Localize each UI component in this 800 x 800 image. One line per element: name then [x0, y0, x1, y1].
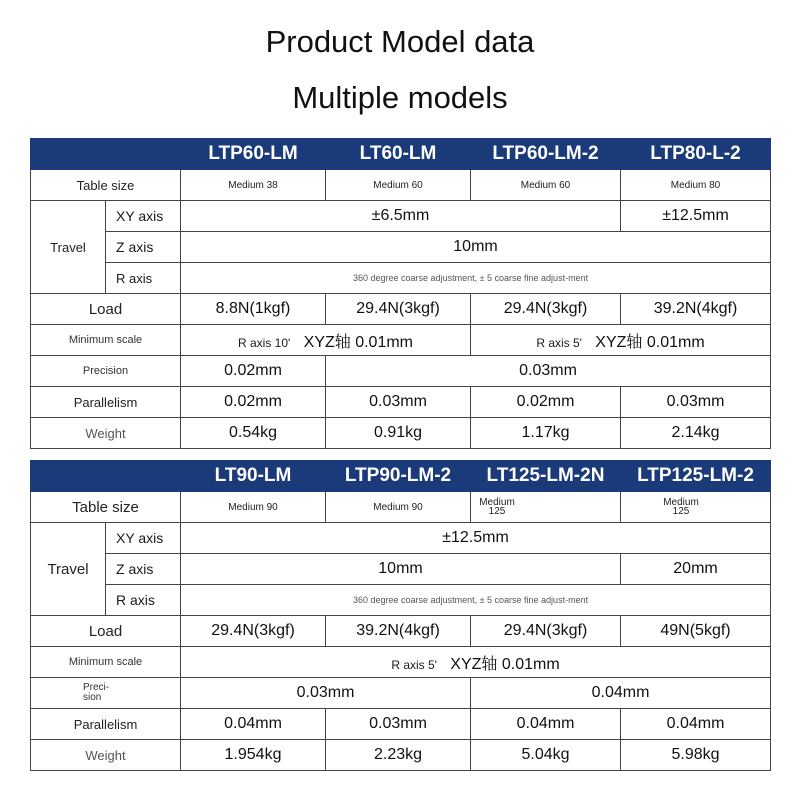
table-size-cell: Medium 38	[181, 170, 326, 201]
table-size-cell: Medium 80	[621, 170, 771, 201]
r-travel-note: 360 degree coarse adjustment, ± 5 coarse fine adjust-ment	[353, 272, 589, 283]
load-row	[31, 294, 771, 325]
min-scale-label: Minimum scale	[31, 647, 181, 678]
load-value: 29.4N(3kgf)	[471, 616, 621, 647]
table-size-cell	[471, 492, 621, 523]
load-row	[31, 616, 771, 647]
r-travel-cell	[181, 585, 771, 616]
model-header: LT125-LM-2N	[471, 461, 621, 492]
parallelism-value: 0.03mm	[621, 387, 771, 418]
table-size-cell	[621, 492, 771, 523]
travel-xy-row	[31, 201, 771, 232]
model-header: LTP60-LM	[181, 139, 326, 170]
table-size-cell: Medium 60	[471, 170, 621, 201]
xy-axis-label: XY axis	[106, 523, 181, 554]
table-size-row	[31, 492, 771, 523]
min-scale-row	[31, 647, 771, 678]
r-travel-cell	[181, 263, 771, 294]
page-subtitle: Multiple models	[292, 80, 508, 115]
header-blank	[31, 139, 106, 170]
precision-value: 0.03mm	[181, 678, 471, 709]
load-value: 8.8N(1kgf)	[181, 294, 326, 325]
parallelism-value: 0.02mm	[471, 387, 621, 418]
table-size-cell: Medium 60	[326, 170, 471, 201]
precision-label: Precision	[31, 356, 181, 387]
weight-value: 5.98kg	[621, 740, 771, 771]
min-scale-value	[181, 325, 471, 356]
load-value: 39.2N(4kgf)	[621, 294, 771, 325]
min-scale-r: R axis 5'	[391, 657, 437, 672]
weight-value: 2.14kg	[621, 418, 771, 449]
parallelism-value: 0.03mm	[326, 387, 471, 418]
load-value: 39.2N(4kgf)	[326, 616, 471, 647]
z-axis-label: Z axis	[106, 554, 181, 585]
min-scale-r: R axis 5'	[536, 335, 582, 350]
table-size-text: Medium 125	[663, 497, 699, 517]
weight-label: Weight	[31, 740, 181, 771]
min-scale-row	[31, 325, 771, 356]
page-title: Product Model data	[265, 24, 535, 59]
load-value: 29.4N(3kgf)	[326, 294, 471, 325]
parallelism-row	[31, 709, 771, 740]
model-header: LTP60-LM-2	[471, 139, 621, 170]
parallelism-value: 0.04mm	[621, 709, 771, 740]
precision-row	[31, 678, 771, 709]
r-travel-note: 360 degree coarse adjustment, ± 5 coarse fine adjust-ment	[353, 594, 589, 605]
parallelism-value: 0.04mm	[471, 709, 621, 740]
spec-table-2	[30, 460, 771, 771]
table-size-text: Medium 125	[479, 497, 515, 517]
xy-axis-label: XY axis	[106, 201, 181, 232]
header-blank	[106, 461, 181, 492]
z-axis-label: Z axis	[106, 232, 181, 263]
table-size-label: Table size	[31, 170, 181, 201]
header-row	[31, 461, 771, 492]
min-scale-xyz: XYZ轴 0.01mm	[595, 333, 705, 351]
travel-r-row	[31, 585, 771, 616]
min-scale-value	[471, 325, 771, 356]
xy-travel-value: ±12.5mm	[181, 523, 771, 554]
precision-value: 0.03mm	[326, 356, 771, 387]
model-header: LT60-LM	[326, 139, 471, 170]
min-scale-r: R axis 10'	[237, 335, 291, 350]
weight-value: 0.91kg	[326, 418, 471, 449]
model-header: LTP90-LM-2	[326, 461, 471, 492]
travel-r-row	[31, 263, 771, 294]
model-header: LTP80-L-2	[621, 139, 771, 170]
parallelism-label: Parallelism	[31, 387, 181, 418]
load-label: Load	[31, 294, 181, 325]
z-travel-value: 10mm	[181, 554, 621, 585]
parallelism-value: 0.03mm	[326, 709, 471, 740]
parallelism-value: 0.04mm	[181, 709, 326, 740]
weight-value: 0.54kg	[181, 418, 326, 449]
table-size-label: Table size	[31, 492, 181, 523]
xy-travel-value: ±12.5mm	[621, 201, 771, 232]
parallelism-row	[31, 387, 771, 418]
header-blank	[31, 461, 106, 492]
load-value: 49N(5kgf)	[621, 616, 771, 647]
min-scale-xyz: XYZ轴 0.01mm	[450, 655, 560, 673]
precision-value: 0.02mm	[181, 356, 326, 387]
r-axis-label: R axis	[106, 585, 181, 616]
header-row	[31, 139, 771, 170]
travel-z-row	[31, 232, 771, 263]
min-scale-value	[181, 647, 771, 678]
z-travel-value: 10mm	[181, 232, 771, 263]
precision-value: 0.04mm	[471, 678, 771, 709]
travel-label: Travel	[31, 523, 106, 616]
weight-row	[31, 418, 771, 449]
precision-row	[31, 356, 771, 387]
spec-table-1	[30, 138, 771, 449]
parallelism-label: Parallelism	[31, 709, 181, 740]
table-size-row	[31, 170, 771, 201]
precision-label-cell	[31, 678, 181, 709]
load-value: 29.4N(3kgf)	[181, 616, 326, 647]
weight-value: 1.954kg	[181, 740, 326, 771]
model-header: LT90-LM	[181, 461, 326, 492]
min-scale-xyz: XYZ轴 0.01mm	[303, 333, 414, 351]
weight-label: Weight	[31, 418, 181, 449]
xy-travel-value: ±6.5mm	[181, 201, 621, 232]
load-value: 29.4N(3kgf)	[471, 294, 621, 325]
travel-xy-row	[31, 523, 771, 554]
parallelism-value: 0.02mm	[181, 387, 326, 418]
r-axis-label: R axis	[106, 263, 181, 294]
header-blank	[106, 139, 181, 170]
travel-label: Travel	[31, 201, 106, 294]
load-label: Load	[31, 616, 181, 647]
travel-z-row	[31, 554, 771, 585]
weight-value: 1.17kg	[471, 418, 621, 449]
weight-value: 5.04kg	[471, 740, 621, 771]
min-scale-label: Minimum scale	[31, 325, 181, 356]
weight-value: 2.23kg	[326, 740, 471, 771]
model-header: LTP125-LM-2	[621, 461, 771, 492]
precision-label: Preci-sion	[83, 682, 110, 703]
weight-row	[31, 740, 771, 771]
table-size-cell: Medium 90	[181, 492, 326, 523]
z-travel-value: 20mm	[621, 554, 771, 585]
table-size-cell: Medium 90	[326, 492, 471, 523]
